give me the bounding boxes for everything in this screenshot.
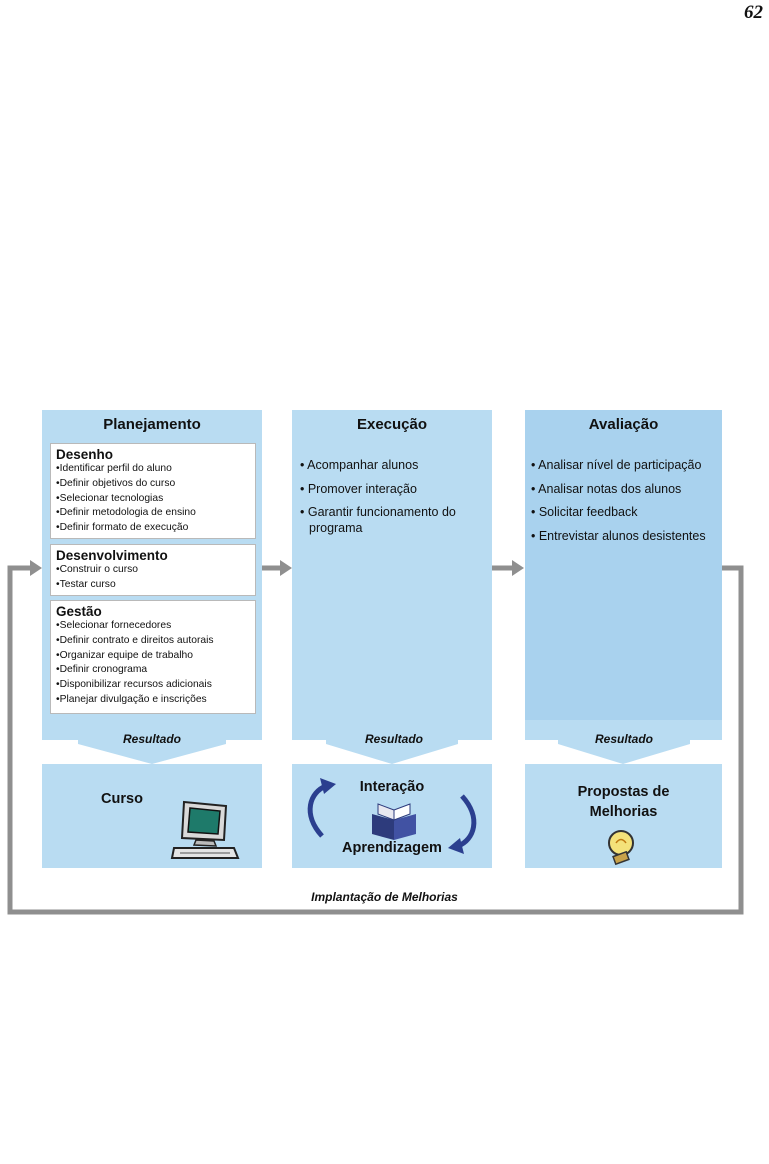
desenho-item: •Definir metodologia de ensino <box>56 507 196 519</box>
avaliacao-item: • Entrevistar alunos desistentes <box>531 528 706 543</box>
gestao-item: •Organizar equipe de trabalho <box>56 649 193 661</box>
desenho-title: Desenho <box>56 447 114 462</box>
computer-icon <box>170 798 240 864</box>
desenho-item: •Selecionar tecnologias <box>56 492 164 504</box>
gestao-item: •Definir contrato e direitos autorais <box>56 634 214 646</box>
arrow-plan-to-exec <box>280 560 292 576</box>
column-planejamento <box>42 410 262 724</box>
page-number: 62 <box>744 2 763 23</box>
resultado-label-execucao: Resultado <box>364 732 423 746</box>
execucao-list <box>300 458 488 544</box>
column-title-execucao: Execução <box>356 416 428 433</box>
gestao-item: •Disponibilizar recursos adicionais <box>56 679 212 691</box>
aprendizagem-label: Aprendizagem <box>342 840 442 856</box>
propostas-label-line1: Propostas de <box>577 784 670 800</box>
propostas-label-line2: Melhorias <box>589 804 658 820</box>
result-box-curso <box>42 764 262 868</box>
desenvolvimento-box <box>50 544 256 596</box>
execucao-item: • Acompanhar alunos <box>300 458 419 472</box>
gestao-title: Gestão <box>56 604 102 619</box>
result-box-melhorias <box>525 764 722 868</box>
open-book-icon <box>364 800 424 842</box>
lightbulb-icon <box>601 828 641 868</box>
desenho-item: •Definir formato de execução <box>56 522 189 534</box>
resultado-label-planejamento: Resultado <box>122 732 181 746</box>
desenho-box <box>50 443 256 539</box>
desenho-item: •Definir objetivos do curso <box>56 477 176 489</box>
feedback-label: Implantação de Melhorias <box>311 890 458 904</box>
gestao-item: •Planejar divulgação e inscrições <box>56 693 207 705</box>
column-title-avaliacao: Avaliação <box>588 416 659 433</box>
desenho-item: •Identificar perfil do aluno <box>56 463 172 474</box>
execucao-item: • Garantir funcionamento do programa <box>300 505 456 535</box>
gestao-box <box>50 600 256 714</box>
arrow-exec-to-aval <box>512 560 524 576</box>
avaliacao-item: • Solicitar feedback <box>531 505 638 519</box>
curso-label: Curso <box>101 791 143 807</box>
avaliacao-list <box>531 458 717 552</box>
gestao-item: •Selecionar fornecedores <box>56 620 172 631</box>
column-title-planejamento: Planejamento <box>103 416 201 433</box>
column-avaliacao <box>525 410 722 720</box>
resultado-label-avaliacao: Resultado <box>594 732 653 746</box>
result-box-interacao <box>292 764 492 868</box>
feedback-arrow-head <box>30 560 42 576</box>
column-execucao <box>292 410 492 724</box>
gestao-item: •Definir cronograma <box>56 664 148 676</box>
desenvolvimento-item: •Testar curso <box>56 578 116 590</box>
avaliacao-item: • Analisar notas dos alunos <box>531 481 682 496</box>
execucao-item: • Promover interação <box>300 481 417 496</box>
avaliacao-item: • Analisar nível de participação <box>531 458 702 472</box>
desenvolvimento-title: Desenvolvimento <box>56 548 168 563</box>
desenvolvimento-item: •Construir o curso <box>56 564 139 575</box>
interacao-label: Interação <box>359 779 425 795</box>
